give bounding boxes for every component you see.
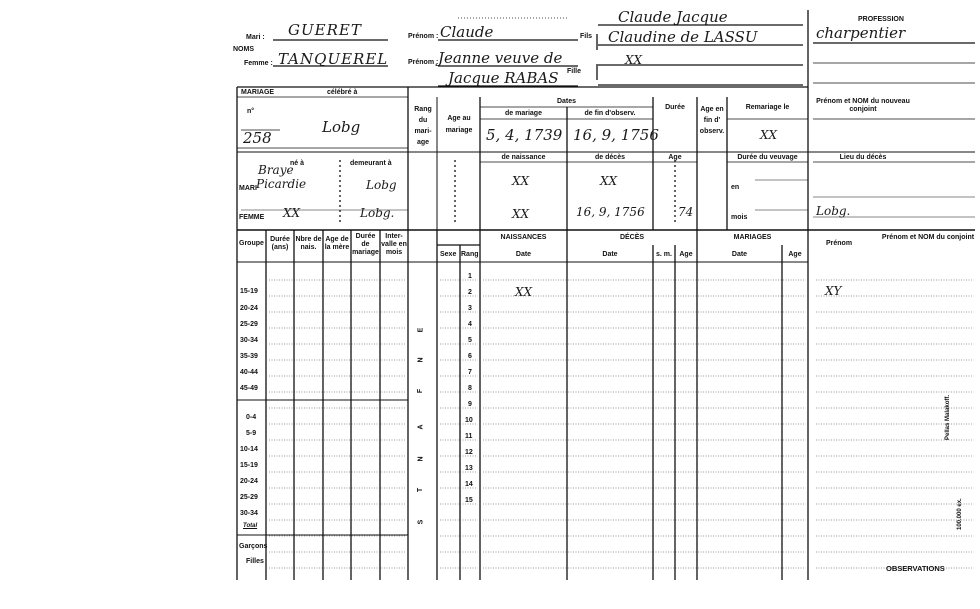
age-group-label: 30-34 (240, 337, 258, 344)
rang2-prenom: XY (825, 284, 842, 298)
mari-row-label: MARI (239, 185, 257, 192)
age-group-label: 10-14 (240, 446, 258, 453)
de-naissance-label: de naissance (501, 154, 546, 161)
prenom-nom-nouveau-conjoint-label: Prénom et NOM du nouveau conjoint (816, 98, 910, 113)
dates-label: Dates (556, 98, 577, 105)
ne-a-label: né à (290, 160, 305, 167)
femme-ne-a: XX (283, 206, 301, 220)
prenom-mari-label: Prénom : (408, 33, 439, 40)
age-group-label: 25-29 (240, 494, 258, 501)
rang-number: 6 (468, 353, 472, 360)
rang-number: 11 (465, 433, 473, 440)
fils-line3: XX (625, 53, 643, 67)
mari-demeurant: Lobg (366, 178, 397, 192)
no-label: n° (247, 108, 255, 115)
sexe-label: Sexe (440, 251, 457, 258)
age-mariage-row-label: Age (668, 154, 682, 161)
de-fin-label: de fin d'observ. (584, 110, 636, 117)
enfants-letter: E (417, 327, 425, 333)
mariage-age-label: Age (788, 251, 802, 258)
fils-label: Fils (580, 33, 593, 40)
age-group-label: 25-29 (240, 321, 258, 328)
femme-label: Femme : (244, 60, 273, 67)
age-group-label: 30-34 (240, 510, 258, 517)
lieu-mariage: Lobg (322, 118, 361, 136)
enfants-letter: S (417, 519, 425, 525)
date-fin: 16, 9, 1756 (573, 126, 659, 144)
enfants-letter: F (417, 388, 425, 394)
rang2-naissance: XX (515, 285, 533, 299)
femme-prenom-line1: Jeanne veuve de (438, 49, 563, 67)
garcons-label: Garçons (239, 543, 268, 550)
femme-age: 74 (678, 205, 694, 219)
mari-prenom: Claude (440, 23, 494, 41)
groupe-label: Groupe (239, 240, 264, 247)
noms-label: NOMS (233, 46, 254, 53)
rang-number: 7 (468, 369, 472, 376)
fils-line1: Claude Jacque (618, 8, 728, 26)
rang-number: 9 (468, 401, 472, 408)
remariage-value: XX (760, 128, 778, 142)
age-group-label: 20-24 (240, 478, 258, 485)
rang-number: 8 (468, 385, 472, 392)
rang-number: 14 (465, 481, 473, 488)
rang-number: 2 (468, 289, 472, 296)
celebre-label: célébré à (327, 89, 358, 96)
de-mariage-label: de mariage (505, 110, 542, 117)
enfants-letter: N (417, 456, 425, 462)
rang-number: 15 (465, 497, 473, 504)
mari-ne-a-line2: Picardie (256, 177, 307, 191)
mari-nom: GUERET (288, 21, 362, 39)
age-fin-label: Age en fin d' observ. (699, 106, 725, 135)
rang-number: 13 (465, 465, 473, 472)
age-group-label: 35-39 (240, 353, 258, 360)
age-group-label: 15-19 (240, 288, 258, 295)
mariages-label: MARIAGES (733, 234, 772, 241)
deces-label: DÉCÈS (619, 234, 645, 241)
rang-label: Rang du mari-age (414, 106, 432, 146)
age-mere-label: Age de la mère (324, 236, 350, 251)
observations-label: OBSERVATIONS (886, 564, 945, 573)
remariage-label: Remariage le (745, 104, 790, 111)
mari-ne-a-line1: Braye (258, 163, 294, 177)
profession-label: PROFESSION (858, 16, 904, 23)
rang-number: 3 (468, 305, 472, 312)
age-mariage-label: Age au mariage (445, 115, 473, 134)
age-group-label: 20-24 (240, 305, 258, 312)
rang-number: 5 (468, 337, 472, 344)
de-deces-label: de décès (595, 154, 625, 161)
age-group-label: 5-9 (246, 430, 257, 437)
printer-text: Pellas Malakoff. (945, 394, 951, 440)
enfants-letter: N (417, 357, 425, 363)
naissances-label: NAISSANCES (500, 234, 547, 241)
sm-label: s. m. (656, 251, 672, 258)
lieu-deces-label: Lieu du décès (839, 154, 887, 161)
femme-row-label: FEMME (239, 214, 265, 221)
age-group-label: 0-4 (246, 414, 257, 421)
rang-number: 1 (468, 273, 472, 280)
femme-naissance: XX (512, 207, 530, 221)
mariage-title: MARIAGE (241, 89, 275, 96)
duree-label: Durée (665, 104, 685, 111)
tirage-text: 100.000 ex. (957, 498, 963, 530)
lieu-deces-value: Lobg. (816, 204, 851, 218)
date-mariage: 5, 4, 1739 (486, 126, 563, 144)
femme-prenom-line2: Jacque RABAS (448, 69, 559, 87)
filles-label: Filles (246, 558, 264, 565)
prenom-femme-label: Prénom : (408, 59, 439, 66)
rang-number: 12 (465, 449, 473, 456)
total-label: Total (243, 523, 258, 529)
age-group-label: 15-19 (240, 462, 258, 469)
femme-nom: TANQUEREL (278, 50, 389, 68)
femme-deces: 16, 9, 1756 (576, 205, 645, 219)
fils-line2: Claudine de LASSU (608, 28, 758, 46)
demeurant-label: demeurant à (350, 160, 392, 167)
rang-number: 10 (465, 417, 473, 424)
duree-mariage-label: Durée de mariage (352, 233, 379, 256)
prenom-enfant-label: Prénom (826, 240, 853, 247)
mari-naissance: XX (512, 174, 530, 188)
age-group-label: 40-44 (240, 369, 258, 376)
naissance-date-label: Date (515, 251, 532, 258)
enfants-letter: A (417, 424, 425, 430)
age-group-label: 45-49 (240, 385, 258, 392)
nbre-nais-label: Nbre de nais. (295, 236, 322, 251)
numero: 258 (243, 129, 272, 147)
rang-enfant-label: Rang (461, 251, 479, 258)
en-label: en (731, 184, 740, 191)
duree-ans-label: Durée (ans) (270, 236, 290, 251)
mari-label: Mari : (246, 34, 265, 41)
mariage-date-label: Date (731, 251, 748, 258)
intervalle-label: Inter-valle en mois (381, 233, 407, 256)
femme-demeurant: Lobg. (360, 206, 395, 220)
duree-veuvage-label: Durée du veuvage (737, 154, 798, 161)
fille-label: Fille (567, 68, 582, 75)
profession-value: charpentier (816, 24, 906, 42)
mari-deces: XX (600, 174, 618, 188)
rang-number: 4 (468, 321, 472, 328)
mois-label: mois (731, 214, 748, 221)
deces-age-label: Age (679, 251, 693, 258)
deces-date-label: Date (602, 251, 618, 258)
prenom-nom-conjoint-enfant-label: Prénom et NOM du conjoint (881, 234, 975, 241)
enfants-letter: T (417, 487, 425, 493)
